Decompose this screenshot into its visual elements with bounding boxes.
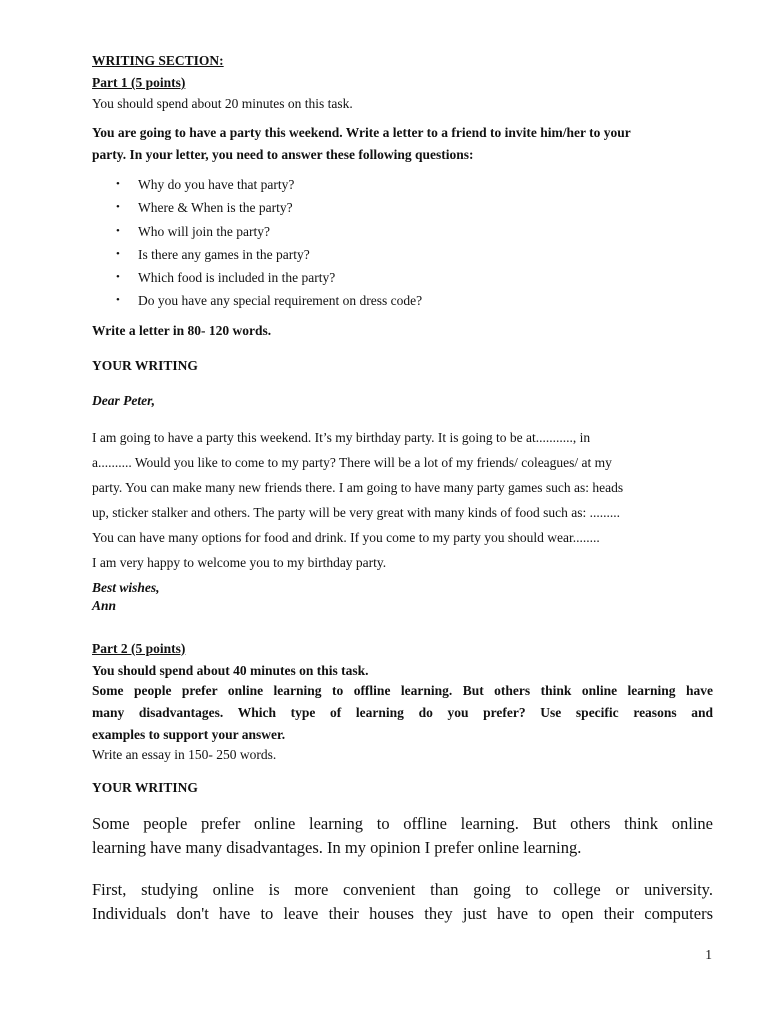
letter-body	[92, 425, 713, 575]
essay-line: learning have many disadvantages. In my opinion I prefer online learning.	[92, 837, 582, 857]
part1-word-requirement: Write a letter in 80- 120 words.	[92, 322, 272, 338]
part1-question-list	[92, 173, 713, 313]
letter-line: You can have many options for food and drink. If you come to my party you should wear........	[92, 529, 600, 545]
list-item	[92, 243, 713, 266]
letter-salutation: Dear Peter,	[92, 392, 155, 408]
part2-task-line: examples to support your answer.	[92, 726, 286, 742]
essay-paragraph	[92, 812, 713, 860]
part1-title: Part 1 (5 points)	[92, 75, 186, 90]
question-text: Is there any games in the party?	[138, 246, 310, 262]
list-item	[92, 196, 713, 219]
letter-line: a.......... Would you like to come to my party? There will be a lot of my friends/ coleagues/ at my	[92, 454, 612, 470]
list-item	[92, 220, 713, 243]
bullet-icon: •	[116, 294, 120, 307]
letter-line: I am going to have a party this weekend. It’s my birthday party. It is going to be at..........., in	[92, 429, 591, 445]
bullet-icon: •	[116, 224, 120, 237]
section-title: WRITING SECTION:	[92, 53, 224, 68]
essay-paragraph	[92, 878, 713, 926]
essay-line: First, studying online is more convenient than going to college or university.	[92, 879, 713, 899]
part1-time-instruction: You should spend about 20 minutes on this task.	[92, 96, 353, 111]
part2-task-prompt	[92, 680, 713, 746]
part2-time-instruction: You should spend about 40 minutes on this task.	[92, 662, 369, 678]
part1-your-writing-heading: YOUR WRITING	[92, 357, 198, 373]
letter-line: party. You can make many new friends there. I am going to have many party games such as: heads	[92, 479, 624, 495]
bullet-icon: •	[116, 247, 120, 260]
list-item	[92, 289, 713, 312]
list-item	[92, 173, 713, 196]
question-text: Why do you have that party?	[138, 177, 295, 192]
letter-closing: Best wishes,	[92, 579, 160, 595]
question-text: Where & When is the party?	[138, 200, 293, 216]
list-item	[92, 266, 713, 289]
bullet-icon: •	[116, 271, 120, 284]
document-page	[92, 50, 713, 926]
essay-line: Some people prefer online learning to offline learning. But others think online	[92, 813, 713, 833]
question-text: Do you have any special requirement on dress code?	[138, 293, 423, 309]
part2-title: Part 2 (5 points)	[92, 640, 186, 656]
part1-task-line: party. In your letter, you need to answer these following questions:	[92, 147, 474, 162]
part2-task-line: many disadvantages. Which type of learning do you prefer? Use specific reasons and	[92, 704, 713, 720]
letter-signature: Ann	[92, 597, 117, 613]
part1-task-prompt	[92, 122, 713, 166]
part2-section	[92, 640, 713, 926]
bullet-icon: •	[116, 201, 120, 214]
letter-line: up, sticker stalker and others. The party will be very great with many kinds of food such as: .........	[92, 504, 621, 520]
page-number: 1	[705, 947, 712, 962]
part1-task-line: You are going to have a party this weekend. Write a letter to a friend to invite him/her to your	[92, 125, 631, 140]
question-text: Which food is included in the party?	[138, 270, 336, 286]
question-text: Who will join the party?	[138, 223, 270, 239]
part2-task-line: Some people prefer online learning to offline learning. But others think online learning have	[92, 682, 713, 698]
part2-word-requirement: Write an essay in 150- 250 words.	[92, 746, 277, 762]
essay-line: Individuals don't have to leave their houses they just have to open their computers	[92, 903, 713, 923]
bullet-icon: •	[116, 178, 120, 190]
part2-your-writing-heading: YOUR WRITING	[92, 779, 198, 795]
letter-line: I am very happy to welcome you to my birthday party.	[92, 554, 387, 570]
